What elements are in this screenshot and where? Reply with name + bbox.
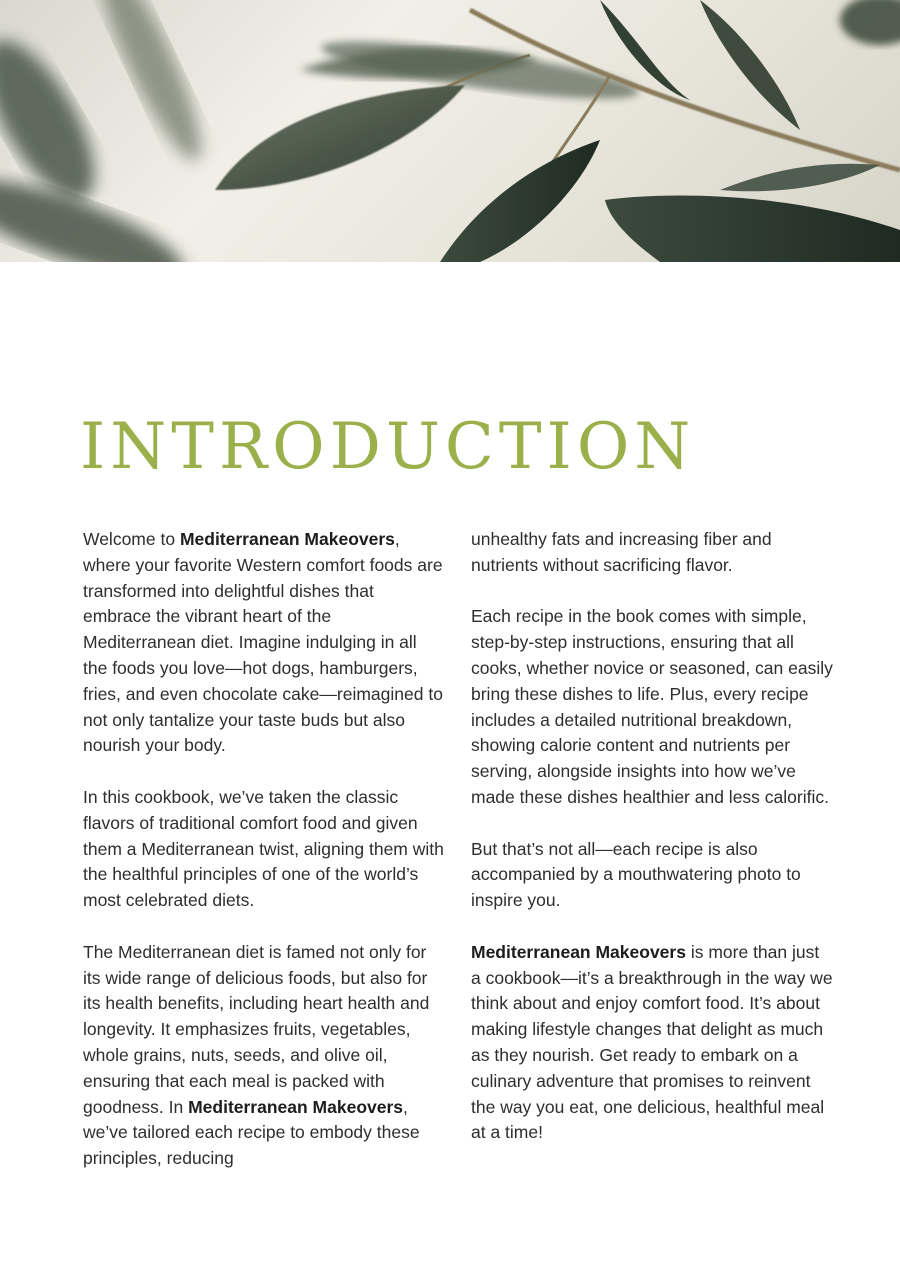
paragraph-photos: But that’s not all—each recipe is also accompanied by a mouthwatering photo to inspire you. <box>471 838 801 911</box>
page-title: INTRODUCTION <box>80 410 696 484</box>
left-column <box>83 527 445 1172</box>
paragraph-diet: The Mediterranean diet is famed not only for its wide range of delicious foods, but also for its health benefits, including heart health and longevity. It emphasizes fruits, vegetables, whole grains, nuts, seeds, and olive oil, ensuring that each meal is packed with goodness. In Mediterranean Makeovers, we’ve tailored each recipe to embody these principles, reducing <box>83 941 430 1169</box>
hero-image <box>0 0 900 262</box>
olive-branch-illustration <box>0 0 900 262</box>
paragraph-instructions: Each recipe in the book comes with simple, step-by-step instructions, ensuring that all cooks, whether novice or seasoned, can easily bring these dishes to life. Plus, every recipe includes a detailed nutritional breakdown, showing calorie content and nutrients per serving, alongside insights into how we’ve made these dishes healthier and less calorific. <box>471 606 833 807</box>
paragraph-closing: Mediterranean Makeovers is more than just a cookbook—it’s a breakthrough in the way we think about and enjoy comfort food. It’s about making lifestyle changes that delight as much as they nourish. Get ready to embark on a culinary adventure that promises to reinvent the way you eat, one delicious, healthful meal at a time! <box>471 941 833 1143</box>
paragraph-cookbook: In this cookbook, we’ve taken the classic flavors of traditional comfort food and given them a Mediterranean twist, aligning them with the healthful principles of one of the world’s most celebrated diets. <box>83 786 444 911</box>
book-title-bold: Mediterranean Makeovers <box>471 941 686 962</box>
book-title-bold: Mediterranean Makeovers <box>188 1096 404 1117</box>
book-title-bold: Mediterranean Makeovers <box>179 529 395 549</box>
paragraph-welcome: Welcome to Mediterranean Makeovers, where your favorite Western comfort foods are transformed into delightful dishes that embrace the vibrant heart of the Mediterranean diet. Imagine indulging in all the foods you love—hot dogs, hamburgers, fries, and even chocolate cake—reimagined to not only tantalize your taste buds but also nourish your body. <box>83 529 443 756</box>
paragraph-continued: unhealthy fats and increasing fiber and nutrients without sacrificing flavor. <box>471 529 772 575</box>
right-column <box>471 527 833 1146</box>
